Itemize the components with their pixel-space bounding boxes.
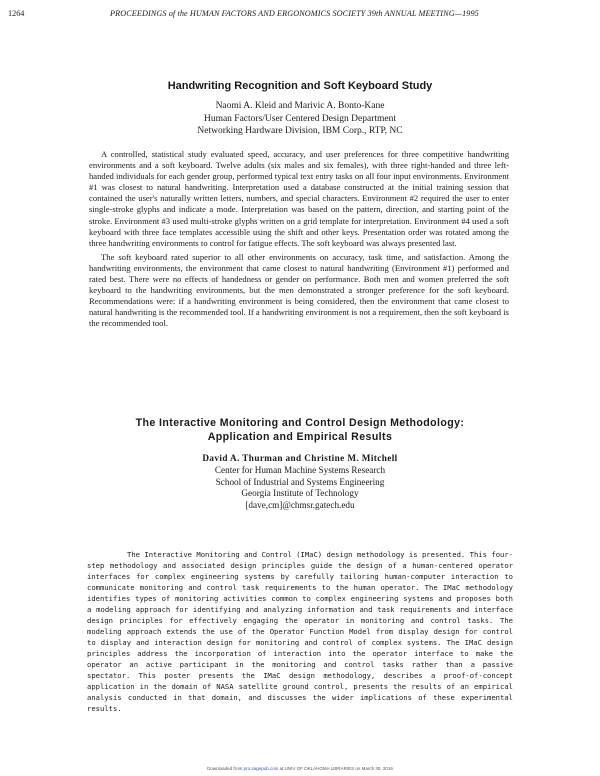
article1-paragraph-2: The soft keyboard rated superior to all other environments on accuracy, task time, and satisfaction. Among the handwriting environments, the environment that came closest to natural handwriting (Environment #1) performed and rated best. There were no effects of handedness or gender on performance. Both men and women preferred the soft keyboard to the handwriting environments, but the men demonstrated a stronger preference for the soft keyboard. Recommendations were: if a handwriting environment is being considered, then the environment that came closest to natural handwriting is the recommended tool. If a handwriting environment is not a requirement, then the soft keyboard is the recommended tool. — [89, 251, 509, 329]
article2-affiliation-3: Georgia Institute of Technology — [241, 488, 359, 499]
article1-author-block — [0, 100, 600, 138]
article2-abstract — [87, 549, 513, 714]
article2-title-line-2: Application and Empirical Results — [207, 431, 393, 443]
page-header — [8, 9, 592, 23]
page-number: 1264 — [8, 9, 25, 18]
article2-author-block — [0, 453, 600, 512]
article2-email: [dave,cm]@chmsr.gatech.edu — [245, 500, 355, 511]
running-head: PROCEEDINGS of the HUMAN FACTORS AND ERGONOMICS SOCIETY 39th ANNUAL MEETING—1995 — [110, 9, 479, 18]
article1-affiliation-1: Human Factors/User Centered Design Department — [203, 113, 397, 124]
download-footer — [0, 766, 600, 771]
article1-title: Handwriting Recognition and Soft Keyboard Study — [167, 80, 433, 92]
footer-link[interactable]: pro.sagepub.com — [243, 766, 279, 771]
article2-title-line-1: The Interactive Monitoring and Control Design Methodology: — [135, 417, 465, 429]
article2-abstract-text: The Interactive Monitoring and Control (IMaC) design methodology is presented. This four-step methodology and associated design principles guide the design of a human-centered operator interfaces for complex engineering systems by carefully tailoring human-computer interaction to communicate monitoring and control task requirements to the human operator. The IMaC methodology identifies types of monitoring activities common to complex engineering systems and proposes both a modeling approach for identifying and analyzing information and task requirements and interface design principles for effectively engaging the operator in monitoring and control tasks. The modeling approach extends the use of the Operator Function Model from display design for control to display and interaction design for monitoring and control of complex systems. The IMaC design principles address the incorporation of interaction into the operator interface to make the operator an active participant in the monitoring and control tasks rather than a passive spectator. This poster presents the IMaC design methodology, describes a proof-of-concept application in the domain of NASA satellite ground control, presents the results of an empirical analysis conducted in that domain, and discusses the wider implications of these experimental results. — [87, 550, 513, 713]
article1-paragraph-1: A controlled, statistical study evaluated speed, accuracy, and user preferences for three competitive handwriting environments and a soft keyboard. Twelve adults (six males and six females), with three right-handed and three left-handed individuals for each gender group, performed typical text entry tasks on all four input environments. Environment #1 was closest to natural handwriting. Interpretation used a database constructed at the initial training session that contained the user's naturally written letters, numbers, and special characters. Environment #2 required the user to enter single-stroke glyphs and indicate a mode. Interpretation was based on the pattern, direction, and starting point of the stroke. Environment #3 used multi-stroke glyphs written on a grid template for interpretation. Environment #4 used a soft keyboard with three face templates accessible using the shift and other keys. Presentation order was rotated among the three handwriting environments to control for fatigue effects. The soft keyboard was always presented last. — [89, 149, 509, 248]
article2-affiliation-2: School of Industrial and Systems Engineering — [215, 476, 385, 487]
article2-title — [0, 416, 600, 444]
article2-authors: David A. Thurman and Christine M. Mitchell — [202, 453, 398, 463]
footer-suffix: at UNIV OF OKLAHOMA LIBRARIES on March 30, 2016 — [278, 766, 393, 771]
footer-prefix: Downloaded from — [207, 766, 244, 771]
article2-affiliation-1: Center for Human Machine Systems Research — [214, 464, 386, 475]
article1-affiliation-2: Networking Hardware Division, IBM Corp., RTP, NC — [197, 126, 403, 136]
article1-authors: Naomi A. Kleid and Marivic A. Bonto-Kane — [215, 101, 385, 111]
article1-abstract — [89, 149, 509, 330]
